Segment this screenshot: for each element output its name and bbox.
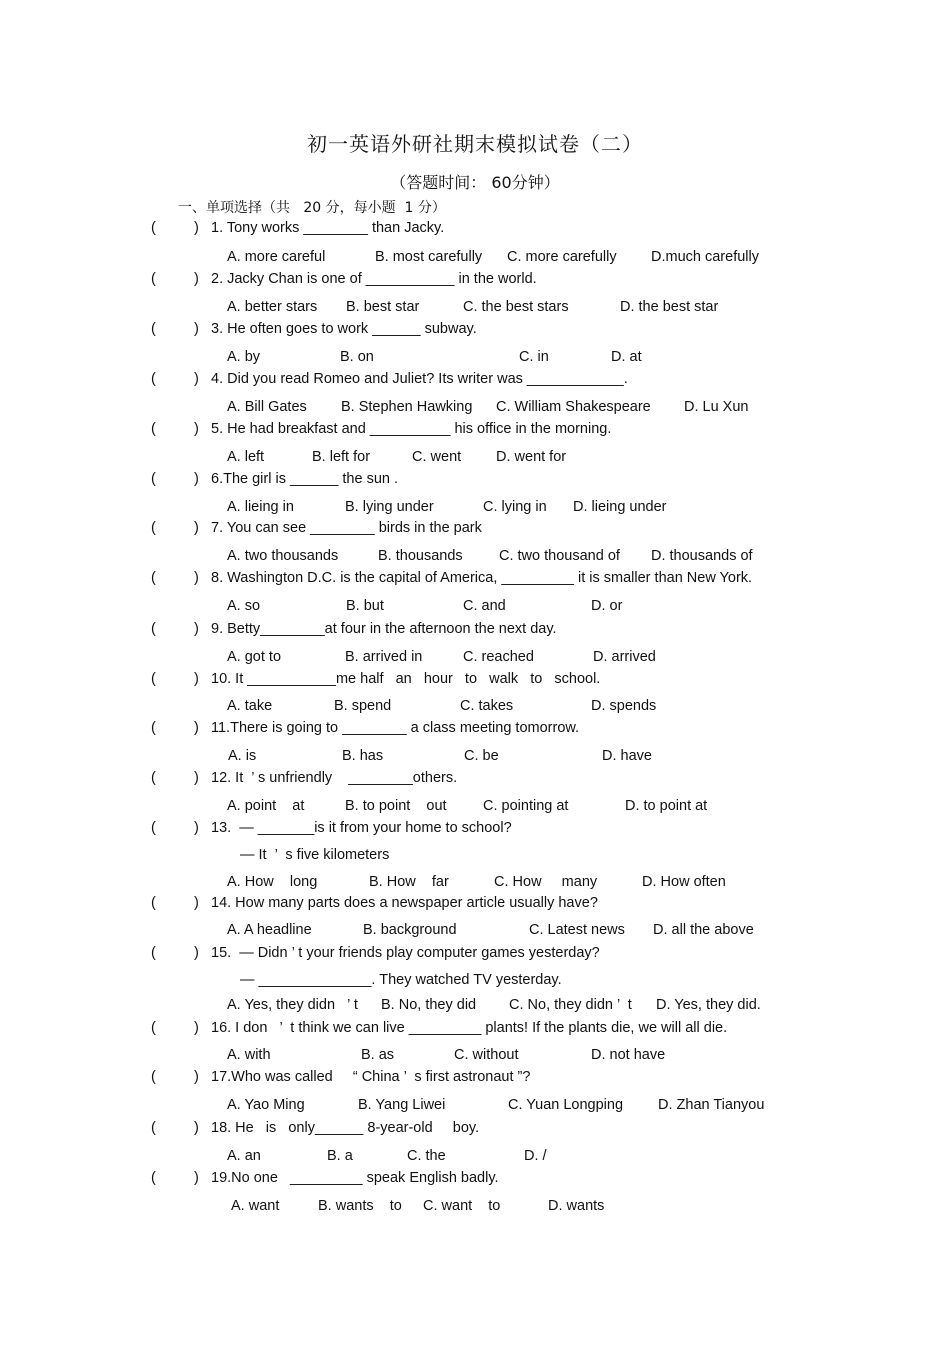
option-d: D. thousands of [651,548,753,564]
question-row-13 [0,820,950,842]
section-heading: 一、单项选择（共 20 分，每小题 1 分） [178,200,446,216]
option-d: D. Lu Xun [684,399,749,415]
answer-paren-open: ( [151,520,156,536]
option-c: C. Yuan Longping [508,1097,624,1113]
option-c: C. William Shakespeare [496,399,651,415]
question-row-7 [0,520,950,542]
option-a: A. more careful [227,249,326,265]
option-b: B. Yang Liwei [358,1097,446,1113]
answer-paren-open: ( [151,671,156,687]
answer-paren-open: ( [151,570,156,586]
exam-duration: （答题时间： 60分钟） [390,173,560,192]
question-text: 2. Jacky Chan is one of ___________ in the world. [211,271,537,287]
answer-paren-open: ( [151,321,156,337]
option-a: A. with [227,1047,271,1063]
option-b: B. No, they did [381,997,477,1013]
option-b: B. Stephen Hawking [341,399,473,415]
option-d: D. spends [591,698,657,714]
option-d: D. wants [548,1198,605,1214]
option-b: B. thousands [378,548,463,564]
answer-paren-close: ) [194,945,199,961]
question-row-10 [0,671,950,693]
question-row-6 [0,471,950,493]
question-row-11 [0,720,950,742]
answer-paren-close: ) [194,671,199,687]
answer-paren-open: ( [151,220,156,236]
answer-paren-close: ) [194,371,199,387]
answer-paren-open: ( [151,1069,156,1085]
question-row-14 [0,895,950,917]
question-row-8 [0,570,950,592]
question-text: 4. Did you read Romeo and Juliet? Its writer was ____________. [211,371,628,387]
answer-paren-close: ) [194,770,199,786]
option-c: C. want to [423,1198,501,1214]
option-d: D. to point at [625,798,708,814]
option-c: C. two thousand of [499,548,620,564]
question-row-9 [0,621,950,643]
option-b: B. background [363,922,457,938]
option-d: D. Yes, they did. [656,997,761,1013]
dialogue-reply: — It ’ s five kilometers [240,847,390,863]
question-text: 18. He is only______ 8-year-old boy. [211,1120,480,1136]
option-c: C. How many [494,874,598,890]
option-b: B. to point out [345,798,447,814]
answer-paren-close: ) [194,1020,199,1036]
answer-paren-close: ) [194,1170,199,1186]
option-b: B. How far [369,874,449,890]
option-c: C. without [454,1047,519,1063]
answer-paren-open: ( [151,895,156,911]
option-a: A. got to [227,649,282,665]
question-text: 1. Tony works ________ than Jacky. [211,220,445,236]
option-d: D. / [524,1148,547,1164]
option-a: A. an [227,1148,261,1164]
option-a: A. better stars [227,299,318,315]
option-a: A. is [228,748,257,764]
answer-paren-open: ( [151,1120,156,1136]
answer-paren-close: ) [194,220,199,236]
answer-paren-open: ( [151,820,156,836]
question-text: 12. It ’ s unfriendly ________others. [211,770,458,786]
question-text: 10. It ___________me half an hour to walk to school. [211,671,601,687]
option-d: D. Zhan Tianyou [658,1097,765,1113]
option-d: D. all the above [653,922,754,938]
question-row-4 [0,371,950,393]
option-a: A. A headline [227,922,312,938]
question-text: 5. He had breakfast and __________ his office in the morning. [211,421,612,437]
question-row-15 [0,945,950,967]
question-row-5 [0,421,950,443]
question-text: 6.The girl is ______ the sun . [211,471,399,487]
option-b: B. left for [312,449,371,465]
option-b: B. most carefully [375,249,483,265]
option-b: B. on [340,349,374,365]
option-c: C. went [412,449,462,465]
answer-paren-open: ( [151,770,156,786]
option-a: A. point at [227,798,305,814]
option-c: C. No, they didn ’ t [509,997,632,1013]
question-row-12 [0,770,950,792]
option-a: A. Yes, they didn ’ t [227,997,358,1013]
option-d: D. How often [642,874,726,890]
answer-paren-open: ( [151,720,156,736]
answer-paren-close: ) [194,720,199,736]
question-row-17 [0,1069,950,1091]
option-a: A. Bill Gates [227,399,307,415]
question-text: 11.There is going to ________ a class meeting tomorrow. [211,720,580,736]
option-b: B. best star [346,299,420,315]
option-c: C. takes [460,698,514,714]
answer-paren-open: ( [151,471,156,487]
option-d: D. at [611,349,642,365]
option-c: C. reached [463,649,534,665]
option-c: C. and [463,598,506,614]
answer-paren-open: ( [151,421,156,437]
question-row-3 [0,321,950,343]
option-d: D.much carefully [651,249,759,265]
answer-paren-open: ( [151,945,156,961]
answer-paren-close: ) [194,471,199,487]
option-a: A. Yao Ming [227,1097,305,1113]
question-text: 19.No one _________ speak English badly. [211,1170,499,1186]
question-row-18 [0,1120,950,1142]
option-d: D. or [591,598,623,614]
option-d: D. arrived [593,649,656,665]
option-a: A. How long [227,874,318,890]
option-d: D. lieing under [573,499,667,515]
option-c: C. more carefully [507,249,617,265]
option-b: B. as [361,1047,395,1063]
option-a: A. by [227,349,261,365]
option-b: B. wants to [318,1198,402,1214]
option-c: C. lying in [483,499,547,515]
answer-paren-open: ( [151,621,156,637]
option-c: C. pointing at [483,798,569,814]
option-b: B. spend [334,698,392,714]
answer-paren-close: ) [194,570,199,586]
option-a: A. two thousands [227,548,339,564]
option-d: D. went for [496,449,567,465]
answer-paren-close: ) [194,621,199,637]
option-a: A. want [231,1198,280,1214]
answer-paren-open: ( [151,371,156,387]
question-row-19 [0,1170,950,1192]
option-b: B. a [327,1148,353,1164]
option-c: C. Latest news [529,922,625,938]
option-b: B. arrived in [345,649,423,665]
answer-paren-close: ) [194,520,199,536]
option-a: A. so [227,598,261,614]
question-row-2 [0,271,950,293]
question-text: 3. He often goes to work ______ subway. [211,321,477,337]
answer-paren-close: ) [194,271,199,287]
exam-title: 初一英语外研社期末模拟试卷（二） [307,132,643,156]
question-text: 13. — _______is it from your home to school? [211,820,512,836]
option-c: C. the [407,1148,446,1164]
question-text: 15. — Didn ’ t your friends play computer games yesterday? [211,945,600,961]
option-a: A. take [227,698,273,714]
answer-paren-close: ) [194,421,199,437]
option-a: A. lieing in [227,499,294,515]
question-text: 9. Betty________at four in the afternoon the next day. [211,621,557,637]
answer-paren-close: ) [194,895,199,911]
answer-paren-close: ) [194,1120,199,1136]
option-d: D. the best star [620,299,719,315]
dialogue-reply: — ______________. They watched TV yesterday. [240,972,562,988]
question-row-1 [0,220,950,242]
option-d: D. have [602,748,652,764]
option-b: B. but [346,598,384,614]
option-c: C. be [464,748,499,764]
answer-paren-close: ) [194,321,199,337]
question-text: 16. I don ’ t think we can live _________ plants! If the plants die, we will all die. [211,1020,728,1036]
answer-paren-close: ) [194,1069,199,1085]
question-text: 14. How many parts does a newspaper article usually have? [211,895,598,911]
question-text: 8. Washington D.C. is the capital of America, _________ it is smaller than New York. [211,570,753,586]
option-a: A. left [227,449,265,465]
option-b: B. lying under [345,499,434,515]
answer-paren-close: ) [194,820,199,836]
option-c: C. the best stars [463,299,569,315]
question-text: 7. You can see ________ birds in the park [211,520,482,536]
option-d: D. not have [591,1047,666,1063]
answer-paren-open: ( [151,271,156,287]
answer-paren-open: ( [151,1020,156,1036]
answer-paren-open: ( [151,1170,156,1186]
question-row-16 [0,1020,950,1042]
option-b: B. has [342,748,384,764]
option-c: C. in [519,349,549,365]
question-text: 17.Who was called “ China ’ s first astronaut ”? [211,1069,531,1085]
